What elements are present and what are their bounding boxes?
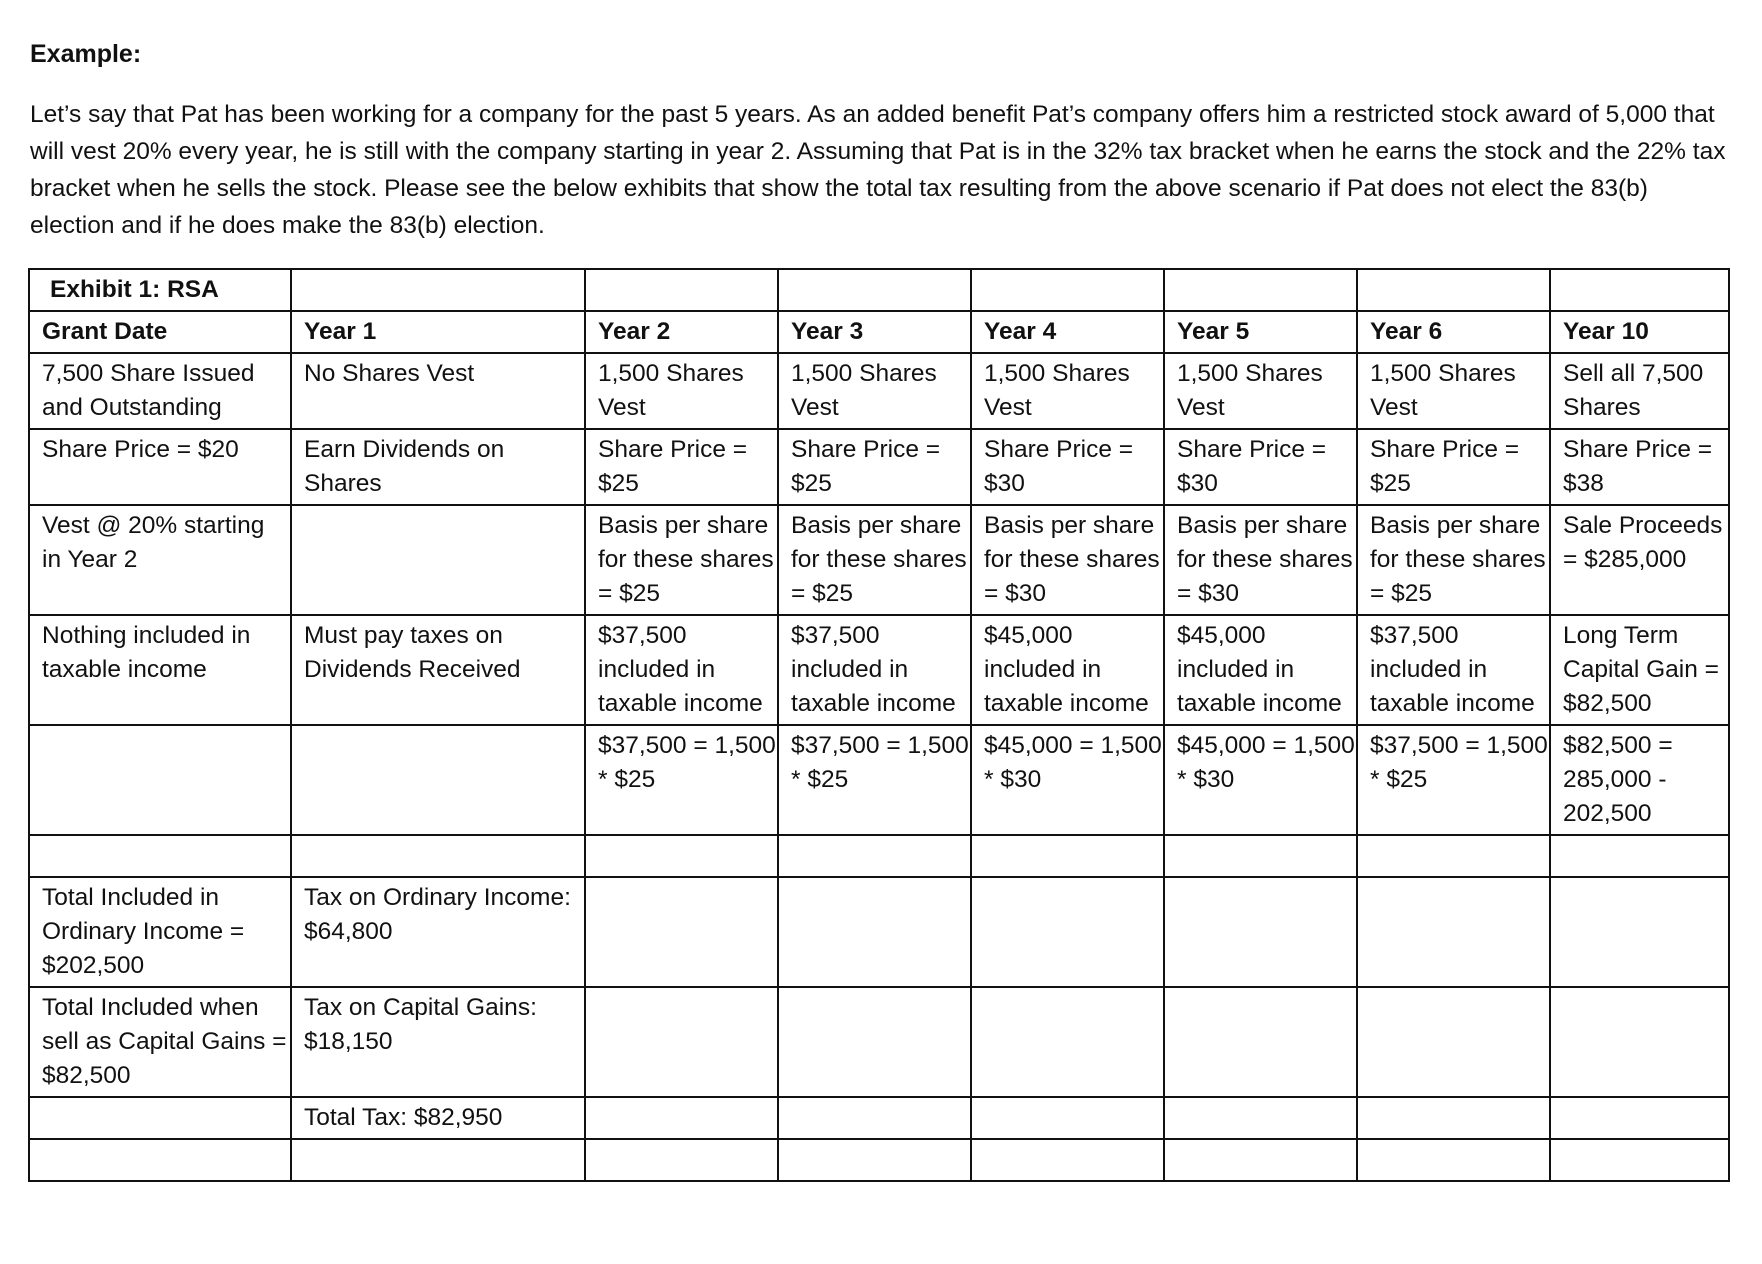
table-cell (778, 1097, 971, 1139)
table-cell: $37,500 included in taxable income (585, 615, 778, 725)
table-cell: Total Tax: $82,950 (291, 1097, 585, 1139)
table-cell: $37,500 = 1,500 * $25 (1357, 725, 1550, 835)
table-cell (291, 505, 585, 615)
table-cell: Share Price = $25 (585, 429, 778, 505)
table-cell: Total Included in Ordinary Income = $202,500 (29, 877, 291, 987)
table-cell (971, 1097, 1164, 1139)
table-cell: 1,500 Shares Vest (585, 353, 778, 429)
table-cell: Sale Proceeds = $285,000 (1550, 505, 1729, 615)
table-cell (585, 987, 778, 1097)
table-cell: $82,500 = 285,000 - 202,500 (1550, 725, 1729, 835)
table-cell (778, 1139, 971, 1181)
table-cell: $45,000 = 1,500 * $30 (971, 725, 1164, 835)
table-cell (1550, 1097, 1729, 1139)
table-cell (1550, 987, 1729, 1097)
table-cell: $45,000 = 1,500 * $30 (1164, 725, 1357, 835)
header-row (29, 311, 1729, 353)
table-cell (1550, 1139, 1729, 1181)
table-cell: Basis per share for these shares = $30 (971, 505, 1164, 615)
table-cell (1357, 987, 1550, 1097)
table-cell: Long Term Capital Gain = $82,500 (1550, 615, 1729, 725)
exhibit-title-row (29, 269, 1729, 311)
table-cell: Earn Dividends on Shares (291, 429, 585, 505)
table-cell: $45,000 included in taxable income (971, 615, 1164, 725)
table-cell: 1,500 Shares Vest (971, 353, 1164, 429)
table-cell (291, 725, 585, 835)
table-cell: Vest @ 20% starting in Year 2 (29, 505, 291, 615)
table-cell: 1,500 Shares Vest (778, 353, 971, 429)
table-cell (585, 269, 778, 311)
table-cell (29, 1097, 291, 1139)
table-cell (778, 877, 971, 987)
page-heading: Example: (30, 40, 142, 68)
table-cell: 1,500 Shares Vest (1357, 353, 1550, 429)
table-cell (1164, 269, 1357, 311)
table-cell (1164, 835, 1357, 877)
table-cell: $37,500 = 1,500 * $25 (585, 725, 778, 835)
table-cell: Share Price = $30 (1164, 429, 1357, 505)
table-cell (1357, 877, 1550, 987)
table-cell (29, 1139, 291, 1181)
table-row (29, 353, 1729, 429)
table-cell (778, 987, 971, 1097)
table-cell (971, 269, 1164, 311)
table-cell (585, 1097, 778, 1139)
table-row (29, 429, 1729, 505)
table-cell (585, 1139, 778, 1181)
table-cell (778, 835, 971, 877)
exhibit-table (28, 268, 1730, 1182)
table-cell: Share Price = $30 (971, 429, 1164, 505)
table-cell (1357, 1139, 1550, 1181)
table-cell: $37,500 included in taxable income (1357, 615, 1550, 725)
table-cell: $37,500 included in taxable income (778, 615, 971, 725)
column-header: Grant Date (29, 311, 291, 353)
column-header: Year 1 (291, 311, 585, 353)
table-row (29, 1139, 1729, 1181)
table-cell: $45,000 included in taxable income (1164, 615, 1357, 725)
table-cell (1550, 835, 1729, 877)
table-cell (1357, 835, 1550, 877)
table-cell (29, 725, 291, 835)
table-cell (1550, 269, 1729, 311)
table-cell (585, 835, 778, 877)
table-cell: Share Price = $25 (778, 429, 971, 505)
table-cell: Must pay taxes on Dividends Received (291, 615, 585, 725)
column-header: Year 4 (971, 311, 1164, 353)
table-row (29, 1097, 1729, 1139)
exhibit-body (29, 353, 1729, 1181)
table-cell (971, 987, 1164, 1097)
table-cell: 1,500 Shares Vest (1164, 353, 1357, 429)
table-cell (1164, 1097, 1357, 1139)
table-cell (29, 835, 291, 877)
table-row (29, 835, 1729, 877)
table-row (29, 877, 1729, 987)
table-cell: Tax on Capital Gains: $18,150 (291, 987, 585, 1097)
table-cell (971, 835, 1164, 877)
table-cell (291, 835, 585, 877)
table-cell: Share Price = $20 (29, 429, 291, 505)
table-row (29, 987, 1729, 1097)
table-cell (1164, 1139, 1357, 1181)
table-cell: Nothing included in taxable income (29, 615, 291, 725)
table-row (29, 505, 1729, 615)
column-header: Year 6 (1357, 311, 1550, 353)
table-row (29, 725, 1729, 835)
column-header: Year 10 (1550, 311, 1729, 353)
table-cell: Basis per share for these shares = $25 (585, 505, 778, 615)
table-cell: Total Included when sell as Capital Gains = $82,500 (29, 987, 291, 1097)
intro-paragraph: Let’s say that Pat has been working for a company for the past 5 years. As an added benefit Pat’s company offers him a restricted stock award of 5,000 that will vest 20% every year, he is still with the company starting in year 2. Assuming that Pat is in the 32% tax bracket when he earns the stock and the 22% tax bracket when he sells the stock. Please see the below exhibits that show the total tax resulting from the above scenario if Pat does not elect the 83(b) election and if he does make the 83(b) election. (30, 101, 1726, 239)
table-cell (971, 877, 1164, 987)
table-cell: Share Price = $25 (1357, 429, 1550, 505)
table-row (29, 615, 1729, 725)
exhibit-title: Exhibit 1: RSA (29, 269, 291, 311)
table-cell: $37,500 = 1,500 * $25 (778, 725, 971, 835)
table-cell (1164, 877, 1357, 987)
table-cell (585, 877, 778, 987)
table-cell: Basis per share for these shares = $30 (1164, 505, 1357, 615)
table-cell (1357, 269, 1550, 311)
table-cell (778, 269, 971, 311)
table-cell (291, 1139, 585, 1181)
table-cell (971, 1139, 1164, 1181)
table-cell (1357, 1097, 1550, 1139)
table-cell (291, 269, 585, 311)
table-cell: 7,500 Share Issued and Outstanding (29, 353, 291, 429)
table-cell: Basis per share for these shares = $25 (1357, 505, 1550, 615)
table-cell: Share Price = $38 (1550, 429, 1729, 505)
table-cell (1164, 987, 1357, 1097)
table-cell: Basis per share for these shares = $25 (778, 505, 971, 615)
column-header: Year 5 (1164, 311, 1357, 353)
column-header: Year 2 (585, 311, 778, 353)
table-cell: No Shares Vest (291, 353, 585, 429)
table-cell: Tax on Ordinary Income: $64,800 (291, 877, 585, 987)
table-cell: Sell all 7,500 Shares (1550, 353, 1729, 429)
column-header: Year 3 (778, 311, 971, 353)
table-cell (1550, 877, 1729, 987)
